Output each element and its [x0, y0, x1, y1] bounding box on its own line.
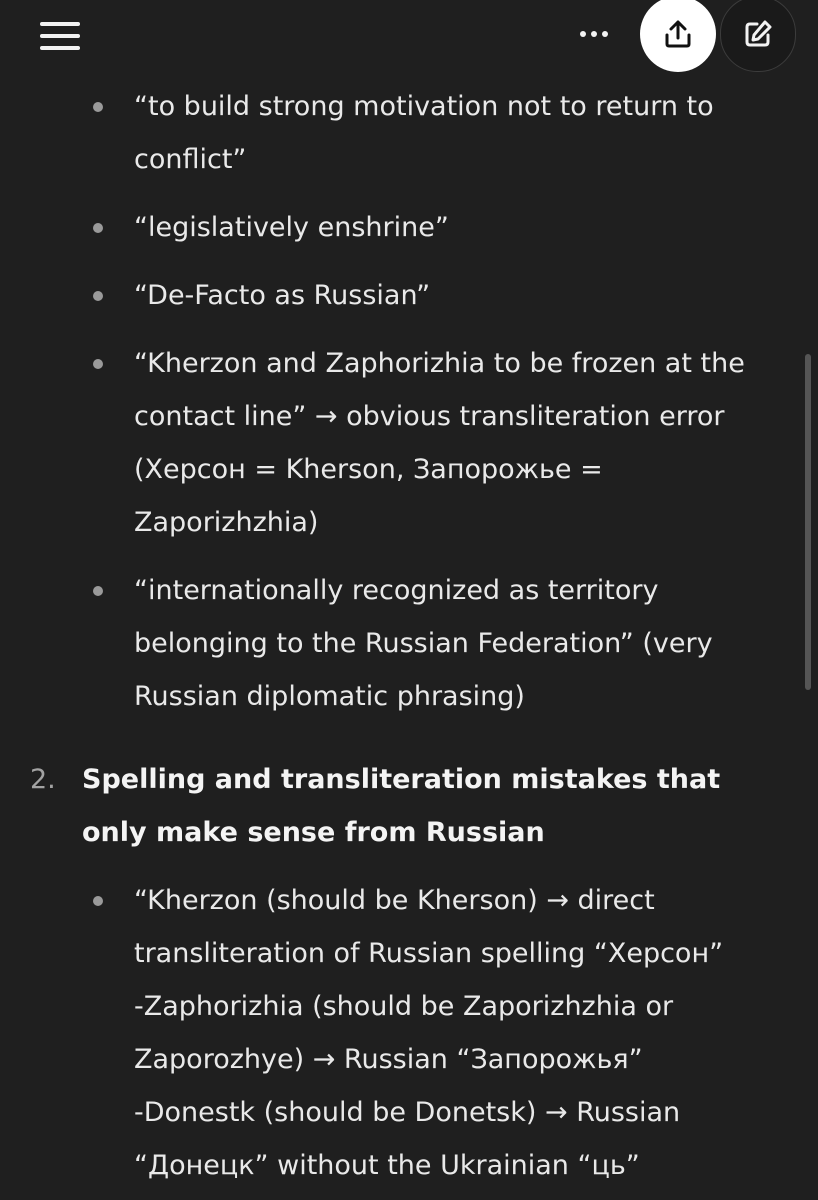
list-item	[0, 874, 800, 1192]
bullet-point	[93, 896, 103, 906]
list-item	[0, 201, 800, 254]
section-heading-text: Spelling and transliteration mistakes that only make sense from Russian	[82, 764, 721, 848]
more-dot	[602, 31, 608, 37]
share-upload-icon	[662, 18, 694, 50]
bullet-point	[93, 102, 103, 112]
more-options-button[interactable]	[570, 14, 618, 54]
list-item	[0, 269, 800, 322]
list-item-text: “internationally recognized as territory belonging to the Russian Federation” (very Russian diplomatic phrasing)	[134, 575, 713, 712]
bullet-point	[93, 223, 103, 233]
scrollbar-thumb[interactable]	[805, 354, 811, 690]
more-horizontal-icon	[580, 31, 586, 37]
list-item-text: “Kherzon (should be Kherson) → direct transliteration of Russian spelling “Херсон” -Zaphorizhia (should be Zaporizhzhia or Zaporozhye) → Russian “Запорожья” -Donestk (should be Donetsk) → Russian “Донецк” without the Ukrainian “ць”	[134, 885, 724, 1181]
menu-button[interactable]	[30, 16, 90, 56]
numbered-section-heading	[0, 753, 800, 859]
bullet-point	[93, 586, 103, 596]
hamburger-menu-icon	[40, 22, 80, 26]
new-chat-button[interactable]	[720, 0, 796, 72]
list-item-text: “De-Facto as Russian”	[134, 280, 431, 311]
list-item	[0, 564, 800, 723]
list-number: 2.	[30, 764, 56, 795]
assistant-message	[0, 80, 800, 1192]
bullet-point	[93, 359, 103, 369]
list-item	[0, 80, 800, 186]
share-button[interactable]	[640, 0, 716, 72]
list-item-text: “legislatively enshrine”	[134, 212, 449, 243]
more-dot	[591, 31, 597, 37]
new-chat-edit-icon	[742, 18, 774, 50]
hamburger-line	[40, 34, 80, 38]
list-item-text: “to build strong motivation not to return to conflict”	[134, 91, 714, 175]
hamburger-line	[40, 46, 80, 50]
list-item	[0, 337, 800, 549]
list-item-text: “Kherzon and Zaphorizhia to be frozen at the contact line” → obvious transliteration error (Херсон = Kherson, Запорожье = Zaporizhzhia)	[134, 348, 745, 538]
bullet-point	[93, 291, 103, 301]
